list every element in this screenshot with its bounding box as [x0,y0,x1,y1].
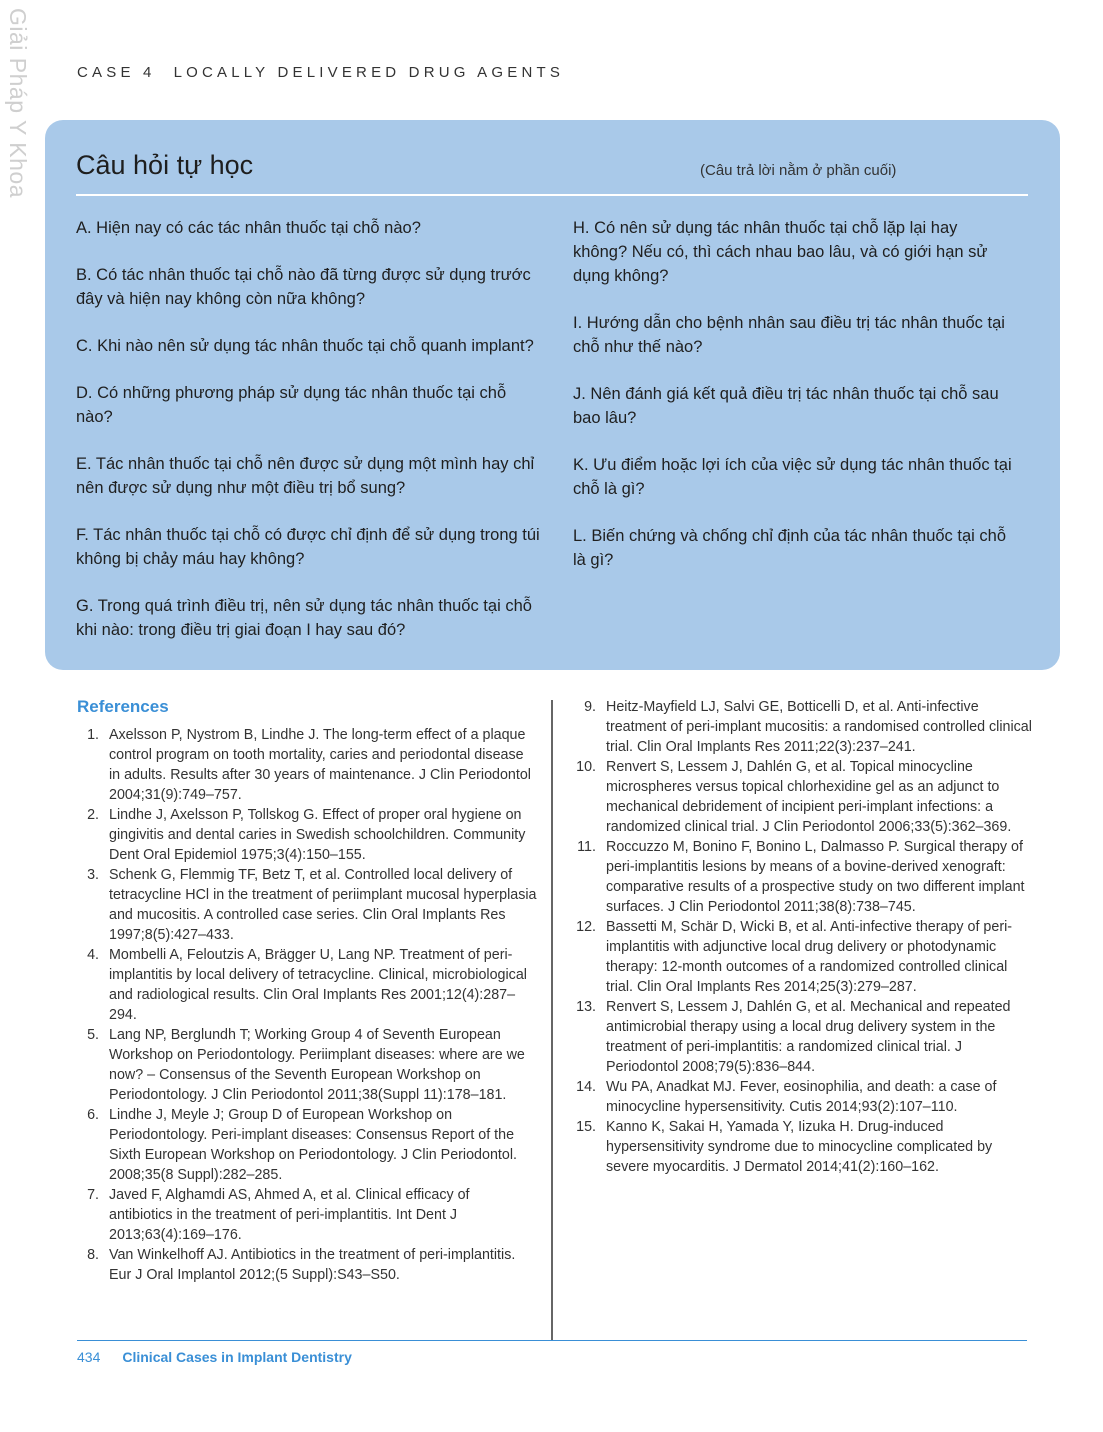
reference-number: 14. [576,1079,596,1095]
question-a: A. Hiện nay có các tác nhân thuốc tại chỗ nào? [76,219,421,237]
reference-item [77,725,537,805]
reference-number: 6. [87,1107,99,1123]
question-i: I. Hướng dẫn cho bệnh nhân sau điều trị tác nhân thuốc tại chỗ như thế nào? [573,314,1005,356]
question-g: G. Trong quá trình điều trị, nên sử dụng tác nhân thuốc tại chỗ khi nào: trong điều trị giai đoạn I hay sau đó? [76,597,532,639]
reference-item [568,757,1033,837]
reference-number: 11. [577,839,596,855]
reference-text: Javed F, Alghamdi AS, Ahmed A, et al. Clinical efficacy of antibiotics in the treatment of peri-implantitis. Int Dent J 2013;63(4):169–176. [109,1187,470,1243]
reference-text: Wu PA, Anadkat MJ. Fever, eosinophilia, and death: a case of minocycline hypersensitivity. Cutis 2014;93(2):107–110. [606,1079,997,1115]
question-d: D. Có những phương pháp sử dụng tác nhân thuốc tại chỗ nào? [76,384,507,426]
reference-text: Bassetti M, Schär D, Wicki B, et al. Anti-infective therapy of peri-implantitis with adjunctive local drug delivery or photodynamic therapy: 12-month outcomes of a randomized controlled clinical trial. Clin Oral Implants Res 2014;25(3):279–287. [606,919,1013,995]
reference-item [77,1185,537,1245]
questions-left-column [76,216,546,665]
reference-text: Renvert S, Lessem J, Dahlén G, et al. Topical minocycline microspheres versus topical chlorhexidine gel as an adjunct to mechanical debridement of incipient peri-implant infections: a randomized clinical trial. J Clin Periodontol 2006;33(5):362–369. [606,759,1012,835]
reference-number: 12. [576,919,596,935]
reference-number: 1. [87,727,99,743]
self-study-questions-box [45,120,1060,670]
reference-item [77,1105,537,1185]
reference-item [77,865,537,945]
reference-item [568,837,1033,917]
reference-item [568,917,1033,997]
reference-item [77,945,537,1025]
references-right-column [568,697,1033,1177]
reference-text: Heitz-Mayfield LJ, Salvi GE, Botticelli D, et al. Anti-infective treatment of peri-implant mucositis: a randomised controlled clinical trial. Clin Oral Implants Res 2011;22(3):237–241. [606,699,1032,755]
reference-number: 7. [87,1187,99,1203]
question-k: K. Ưu điểm hoặc lợi ích của việc sử dụng tác nhân thuốc tại chỗ là gì? [573,456,1012,498]
question-h: H. Có nên sử dụng tác nhân thuốc tại chỗ lặp lại hay không? Nếu có, thì cách nhau bao lâu, và có giới hạn sử dụng không? [573,219,988,285]
reference-item [568,1117,1033,1177]
reference-number: 10. [576,759,596,775]
reference-item [568,697,1033,757]
page-number: 434 [77,1349,101,1365]
questions-title-rule [76,194,1028,196]
reference-text: Kanno K, Sakai H, Yamada Y, Iizuka H. Drug-induced hypersensitivity syndrome due to minocycline complicated by severe myocarditis. J Dermatol 2014;41(2):160–162. [606,1119,993,1175]
reference-text: Lindhe J, Axelsson P, Tollskog G. Effect of proper oral hygiene on gingivitis and dental caries in Swedish schoolchildren. Community Dent Oral Epidemiol 1975;3(4):150–155. [109,807,526,863]
running-header [77,64,564,81]
column-divider [551,700,553,1340]
question-c: C. Khi nào nên sử dụng tác nhân thuốc tại chỗ quanh implant? [76,337,534,355]
case-label: CASE 4 [77,64,156,81]
reference-text: Mombelli A, Feloutzis A, Brägger U, Lang NP. Treatment of peri-implantitis by local delivery of tetracycline. Clinical, microbiological and radiological results. Clin Oral Implants Res 2001;12(4):287–294. [109,947,527,1023]
reference-number: 4. [87,947,99,963]
reference-text: Van Winkelhoff AJ. Antibiotics in the treatment of peri-implantitis. Eur J Oral Implantol 2012;(5 Suppl):S43–S50. [109,1247,516,1283]
reference-item [77,805,537,865]
reference-item [77,1245,537,1285]
reference-number: 15. [576,1119,596,1135]
reference-text: Schenk G, Flemmig TF, Betz T, et al. Controlled local delivery of tetracycline HCl in the treatment of periimplant mucosal hyperplasia and mucositis. A controlled case series. Clin Oral Implants Res 1997;8(5):427–433. [109,867,537,943]
question-e: E. Tác nhân thuốc tại chỗ nên được sử dụng một mình hay chỉ nên được sử dụng như một điều trị bổ sung? [76,455,535,497]
reference-item [77,1025,537,1105]
questions-answer-note: (Câu trả lời nằm ở phần cuối) [700,162,897,179]
reference-text: Lindhe J, Meyle J; Group D of European Workshop on Periodontology. Peri-implant diseases: Consensus Report of the Sixth European Workshop on Periodontology. J Clin Periodontol. 2008;35(8 Suppl):282–285. [109,1107,517,1183]
questions-title: Câu hỏi tự học [76,150,254,180]
reference-text: Lang NP, Berglundh T; Working Group 4 of Seventh European Workshop on Periodontology. Periimplant diseases: where are we now? – Consensus of the Seventh European Workshop on Periodontology. J Clin Periodontol 2011;38(Suppl 11):178–181. [109,1027,525,1103]
references-heading: References [77,697,169,716]
reference-number: 9. [584,699,596,715]
reference-number: 8. [87,1247,99,1263]
reference-number: 13. [576,999,596,1015]
reference-text: Roccuzzo M, Bonino F, Bonino L, Dalmasso P. Surgical therapy of peri-implantitis lesions by means of a bovine-derived xenograft: comparative results of a prospective study on two different implant surfaces. J Clin Periodontol 2011;38(8):738–745. [606,839,1025,915]
question-b: B. Có tác nhân thuốc tại chỗ nào đã từng được sử dụng trước đây và hiện nay không còn nữa không? [76,266,531,308]
questions-right-column [573,216,1013,595]
reference-item [568,1077,1033,1117]
watermark: Giải Pháp Y Khoa [5,8,31,199]
references-left-column [77,725,537,1285]
book-title: Clinical Cases in Implant Dentistry [122,1349,352,1365]
question-f: F. Tác nhân thuốc tại chỗ có được chỉ định để sử dụng trong túi không bị chảy máu hay không? [76,526,540,568]
reference-item [568,997,1033,1077]
reference-text: Axelsson P, Nystrom B, Lindhe J. The long-term effect of a plaque control program on tooth mortality, caries and periodontal disease in adults. Results after 30 years of maintenance. J Clin Periodontol 2004;31(9):749–757. [109,727,531,803]
page-footer [77,1349,352,1365]
question-l: L. Biến chứng và chống chỉ định của tác nhân thuốc tại chỗ là gì? [573,527,1007,569]
reference-text: Renvert S, Lessem J, Dahlén G, et al. Mechanical and repeated antimicrobial therapy using a local drug delivery system in the treatment of peri-implantitis: a randomized clinical trial. J Periodontol 2008;79(5):836–844. [606,999,1011,1075]
question-j: J. Nên đánh giá kết quả điều trị tác nhân thuốc tại chỗ sau bao lâu? [573,385,999,427]
footer-rule [77,1340,1027,1341]
reference-number: 3. [87,867,99,883]
chapter-title: LOCALLY DELIVERED DRUG AGENTS [173,64,565,81]
reference-number: 5. [87,1027,99,1043]
reference-number: 2. [87,807,99,823]
